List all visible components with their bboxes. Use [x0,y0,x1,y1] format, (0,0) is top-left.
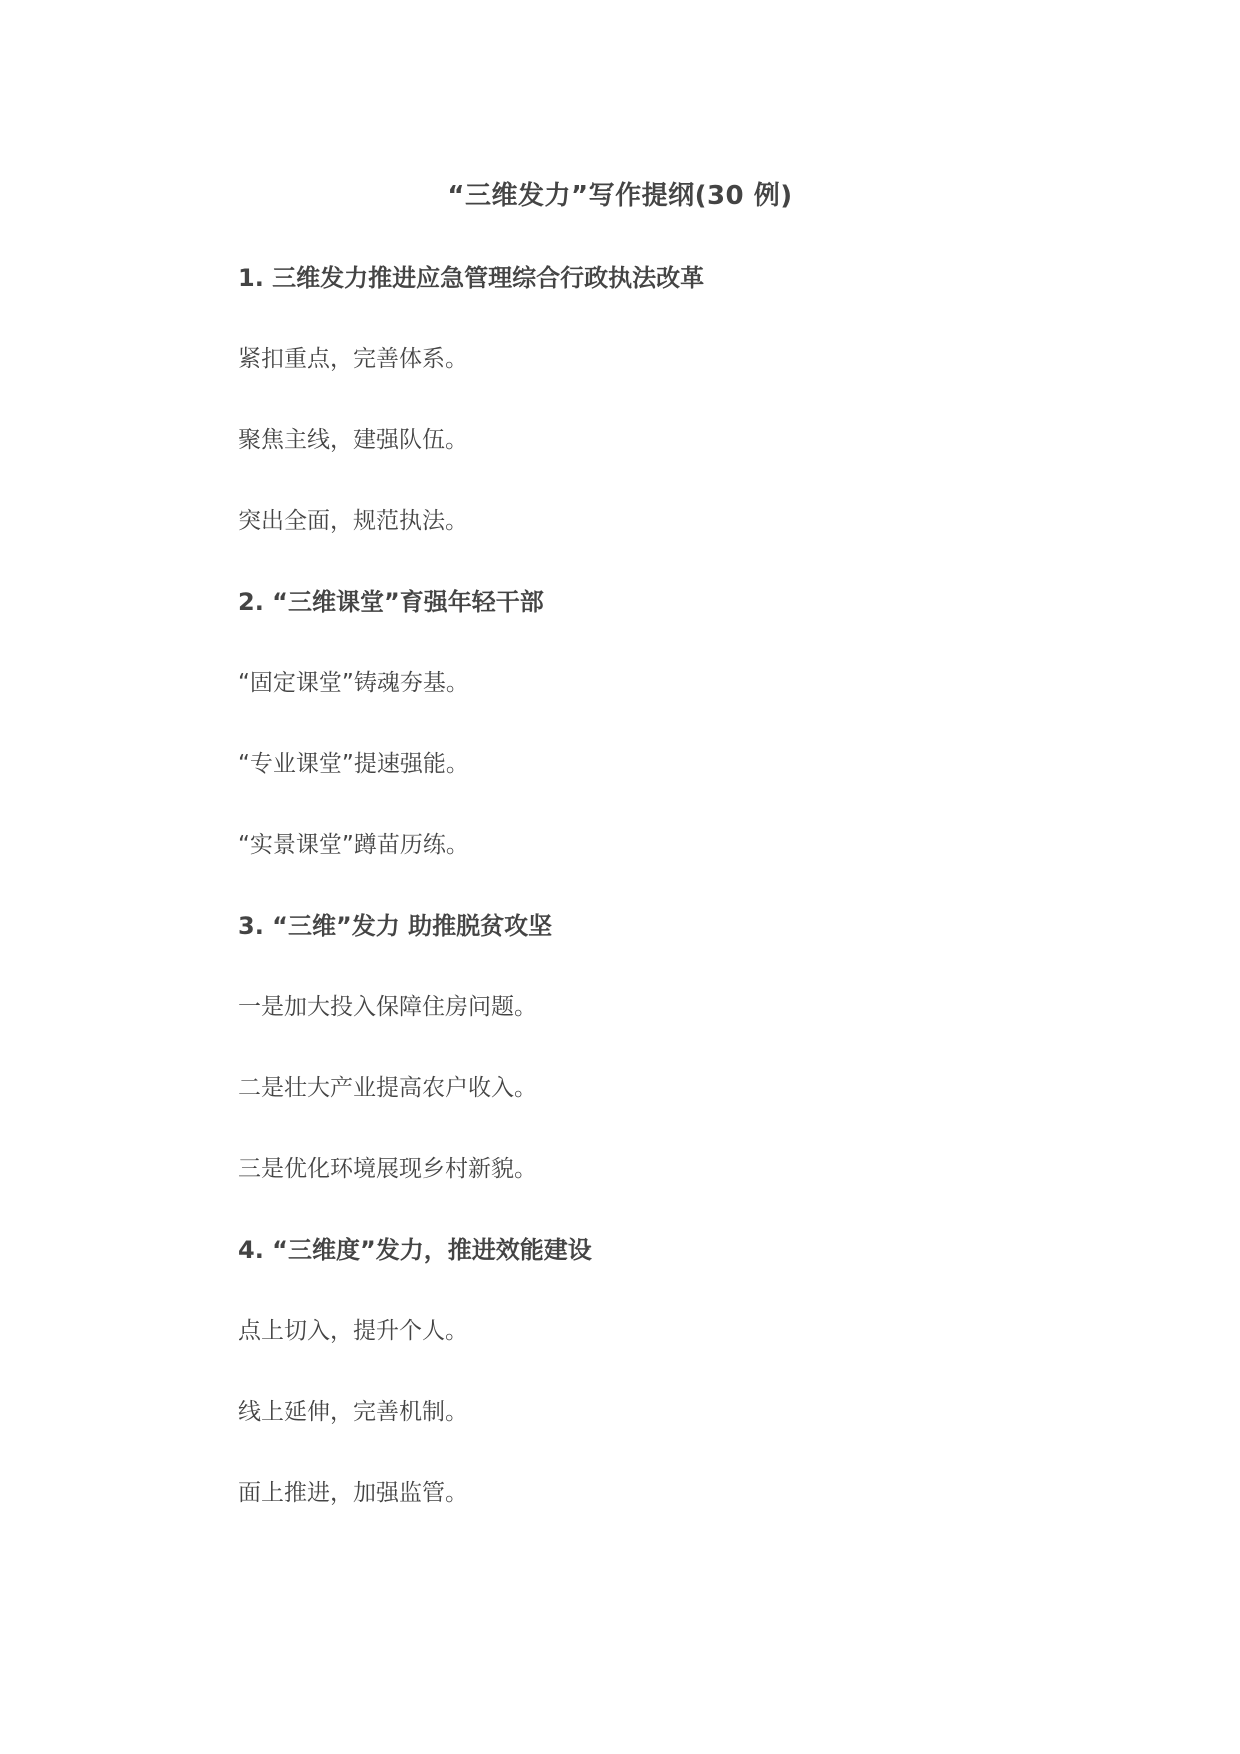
section-heading: 4. “三维度”发力，推进效能建设 [238,1236,592,1264]
section-heading: 3. “三维”发力 助推脱贫攻坚 [238,912,553,940]
section-point: 紧扣重点，完善体系。 [238,346,468,372]
section-heading: 1. 三维发力推进应急管理综合行政执法改革 [238,264,705,292]
section-point: 三是优化环境展现乡村新貌。 [238,1156,537,1182]
section-1 [238,260,1058,539]
section-heading: 2. “三维课堂”育强年轻干部 [238,588,544,616]
section-point: 一是加大投入保障住房问题。 [238,994,537,1020]
section-point: 面上推进，加强监管。 [238,1480,468,1506]
document-body [238,260,1058,1556]
section-point: 聚焦主线，建强队伍。 [238,427,468,453]
document-title: “三维发力”写作提纲(30 例) [447,181,793,211]
section-3 [238,908,1058,1187]
section-2 [238,584,1058,863]
section-point: 线上延伸，完善机制。 [238,1399,468,1425]
section-point: 点上切入，提升个人。 [238,1318,468,1344]
section-point: “固定课堂”铸魂夯基。 [238,670,469,696]
section-point: 突出全面，规范执法。 [238,508,468,534]
section-point: 二是壮大产业提高农户收入。 [238,1075,537,1101]
section-point: “实景课堂”蹲苗历练。 [238,832,469,858]
section-point: “专业课堂”提速强能。 [238,751,469,777]
section-4 [238,1232,1058,1511]
